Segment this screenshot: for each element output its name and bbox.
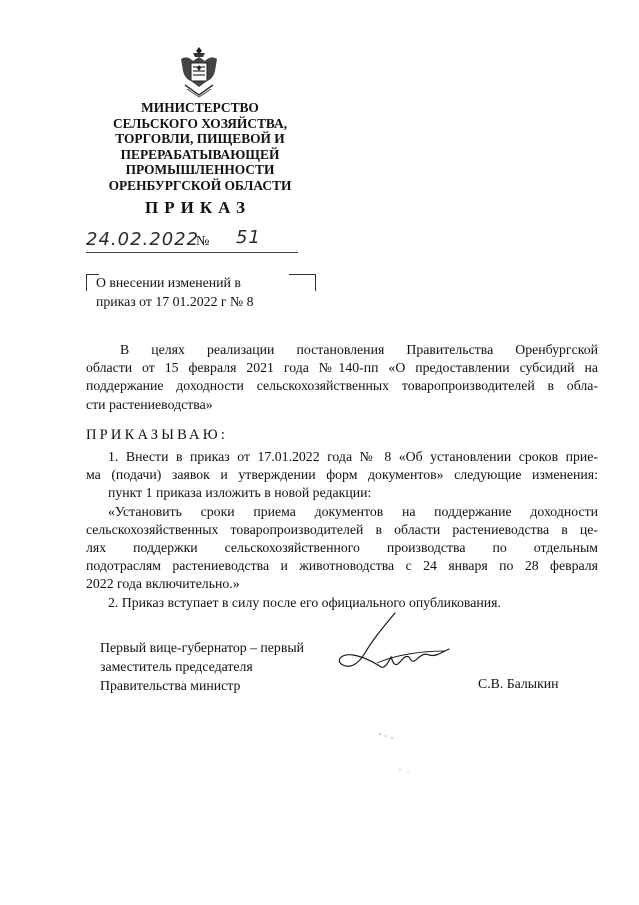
item-line: 2. Приказ вступает в силу после его официального опубликования. (108, 594, 501, 610)
ministry-line: СЕЛЬСКОГО ХОЗЯЙСТВА, (112, 115, 288, 131)
item-line: 1. Внести в приказ от 17.01.2022 года № 8 «Об установлении сроков прие- (108, 449, 598, 464)
item-line: 2022 года включительно.» (86, 576, 240, 592)
item-line: сельскохозяйственных товаропроизводителей в области растениеводства в це- (86, 521, 598, 537)
order-date-number (86, 226, 306, 256)
directive-heading: ПРИКАЗЫВАЮ: (86, 427, 229, 443)
ministry-line: ПРОМЫШЛЕННОСТИ (125, 162, 275, 178)
preamble-line: В целях реализации постановления Правительства Оренбургской (120, 342, 598, 357)
item-line: подотраслям растениеводства и животноводства с 24 января по 28 февраля (86, 558, 598, 574)
ministry-line: МИНИСТЕРСТВО (141, 100, 259, 115)
preamble-line: области от 15 февраля 2021 года №140-пп «О предоставлении субсидий на (86, 360, 598, 376)
item-line: ма (подачи) заявок и утверждении форм документов» следующие изменения: (86, 467, 598, 483)
position-line: Первый вице-губернатор – первый (100, 640, 305, 655)
handwritten-signature (325, 605, 455, 685)
preamble-line: сти растениеводства» (86, 396, 213, 412)
subject-line: приказ от 17 01.2022 г № 8 (96, 294, 254, 309)
date-underline (86, 252, 298, 253)
position-line: Правительства министр (100, 678, 241, 693)
order-number: 51 (236, 227, 261, 248)
ministry-line: ТОРГОВЛИ, ПИЩЕВОЙ И (115, 131, 285, 147)
item-line: пункт 1 приказа изложить в новой редакции: (108, 485, 372, 501)
item-line: лях поддержки сельскохозяйственного производства по отдельным (86, 540, 598, 556)
item-line: «Установить сроки приема документов на поддержание доходности (108, 503, 598, 519)
scan-specks (370, 720, 430, 780)
preamble-paragraph (86, 341, 598, 414)
order-subject (86, 272, 316, 312)
ministry-name (90, 100, 310, 194)
document-type-title: ПРИКАЗ (145, 198, 251, 217)
order-date: 24.02.2022 (86, 229, 200, 250)
preamble-line: поддержание доходности сельскохозяйственных товаропроизводителей в обла- (86, 378, 598, 394)
coat-of-arms-emblem (177, 45, 221, 99)
ministry-line: ПЕРЕРАБАТЫВАЮЩЕЙ (120, 146, 280, 162)
position-line: заместитель председателя (100, 659, 253, 674)
subject-bracket-right (289, 274, 316, 291)
signer-name: С.В. Балыкин (478, 676, 559, 691)
ministry-line: ОРЕНБУРГСКОЙ ОБЛАСТИ (108, 177, 292, 193)
order-items (86, 448, 598, 612)
subject-line: О внесении изменений в (96, 275, 241, 290)
signer-position (100, 638, 304, 695)
number-sign: № (196, 234, 210, 249)
